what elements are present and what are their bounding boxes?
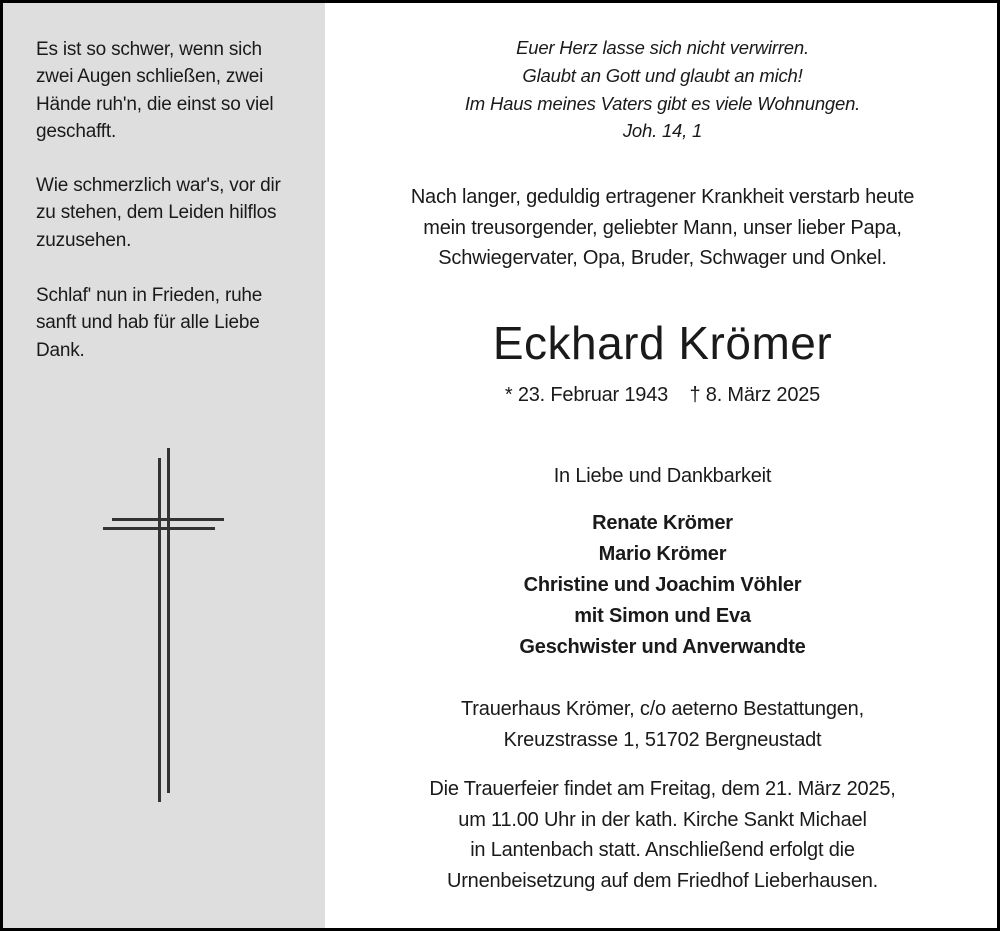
announcement-line: Schwiegervater, Opa, Bruder, Schwager und Onkel. [438,247,887,269]
verse-line: Es ist so schwer, wenn sich [36,39,262,60]
ceremony-line: um 11.00 Uhr in der kath. Kirche Sankt Michael [458,808,867,831]
address-line: Trauerhaus Krömer, c/o aeterno Bestattungen, [461,698,864,720]
verse-line: zu stehen, dem Leiden hilflos [36,202,277,224]
quote-line: Euer Herz lasse sich nicht verwirren. [516,37,809,58]
verse-line: sanft und hab für alle Liebe [36,312,260,334]
deceased-name: Eckhard Krömer [492,317,833,369]
mourner: Renate Krömer [592,512,733,534]
address [325,694,1000,755]
verse-line: Schlaf' nun in Frieden, ruhe [36,285,263,306]
announcement [325,182,1000,274]
mourner: Mario Krömer [598,543,727,565]
mourners [325,508,1000,663]
life-dates: * 23. Februar 1943 † 8. März 2025 [504,384,821,406]
ceremony-info [325,774,1000,896]
verse-line: zuzusehen. [36,229,132,251]
ceremony-line: Die Trauerfeier findet am Freitag, dem 21. März 2025, [429,778,896,800]
quote-line: Im Haus meines Vaters gibt es viele Wohnungen. [464,92,861,114]
verse-line: zwei Augen schließen, zwei [36,66,264,88]
quote-line: Glaubt an Gott und glaubt an mich! [522,64,803,86]
mourner: Geschwister und Anverwandte [519,636,806,658]
verse-line: Hände ruh'n, die einst so viel [36,93,274,115]
ceremony-line: Urnenbeisetzung auf dem Friedhof Lieberhausen. [446,869,879,892]
mourner: Christine und Joachim Vöhler [523,574,802,596]
mourner: mit Simon und Eva [574,605,751,627]
side-verse-2 [36,172,321,254]
announcement-line: Nach langer, geduldig ertragener Krankheit verstarb heute [410,186,915,208]
quote-reference: Joh. 14, 1 [622,120,703,142]
address-line: Kreuzstrasse 1, 51702 Bergneustadt [503,728,822,751]
verse-line: geschafft. [36,120,117,142]
side-verse-1 [36,36,321,145]
dedication: In Liebe und Dankbarkeit [553,465,772,487]
verse-line: Wie schmerzlich war's, vor dir [36,175,281,196]
bible-quote [325,34,1000,145]
ceremony-line: in Lantenbach statt. Anschließend erfolgt die [470,839,855,861]
side-verse-3 [36,282,321,364]
announcement-line: mein treusorgender, geliebter Mann, unser lieber Papa, [423,216,902,239]
verse-line: Dank. [36,339,85,361]
